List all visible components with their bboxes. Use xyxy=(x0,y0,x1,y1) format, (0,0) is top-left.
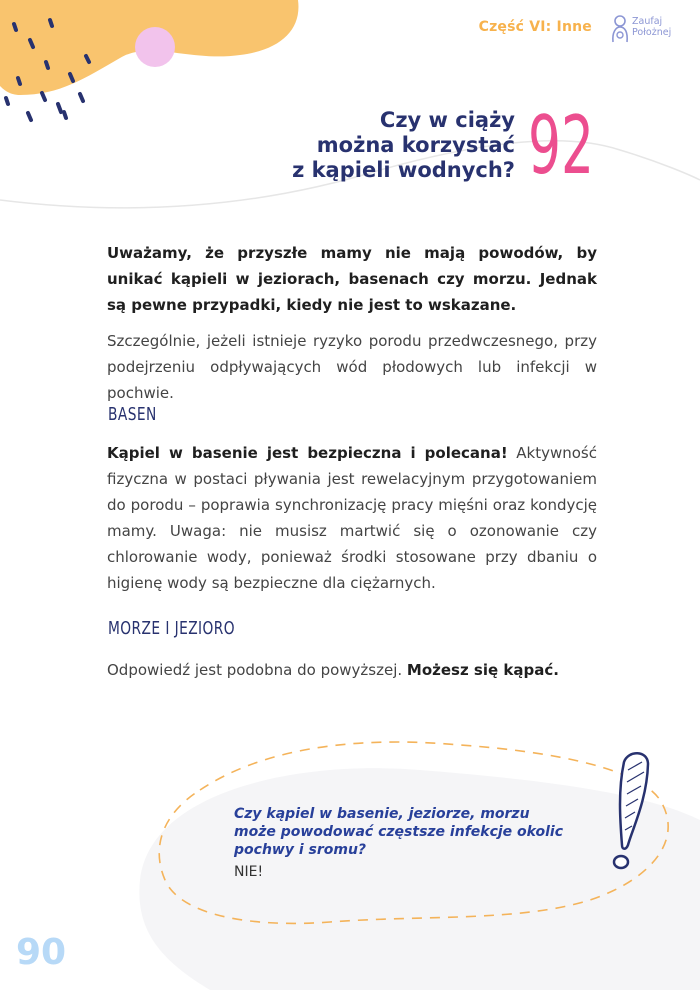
morze-bold: Możesz się kąpać. xyxy=(406,661,559,679)
page-title xyxy=(292,108,515,183)
question-number: 92 xyxy=(528,99,594,192)
logo-text xyxy=(632,16,671,38)
note-answer: NIE! xyxy=(234,864,264,880)
heading-morze: MORZE I JEZIORO xyxy=(108,618,236,639)
morze-text: Odpowiedź jest podobna do powyższej. xyxy=(107,661,407,679)
heading-basen: BASEN xyxy=(108,404,157,425)
brand-logo xyxy=(610,14,690,46)
lead-paragraph: Uważamy, że przyszłe mamy nie mają powodów, by unikać kąpieli w jeziorach, basenach czy morzu. Jednak są pewne przypadki, kiedy nie jest to wskazane. xyxy=(107,244,597,314)
note-blob xyxy=(139,768,700,990)
page-number: 90 xyxy=(16,932,67,973)
title-line-3: z kąpieli wodnych? xyxy=(292,158,515,182)
paragraph-basen xyxy=(107,440,597,596)
paragraph-1: Szczególnie, jeżeli istnieje ryzyko porodu przedwczesnego, przy podejrzeniu odpływających wód płodowych lub infekcji w pochwie. xyxy=(107,332,597,402)
note-question: Czy kąpiel w basenie, jeziorze, morzu może powodować częstsze infekcje okolic pochwy i sromu? xyxy=(234,806,563,858)
title-line-1: Czy w ciąży xyxy=(379,108,515,132)
midwife-logo-icon xyxy=(610,14,630,44)
title-line-2: można korzystać xyxy=(316,133,515,157)
basen-text: Aktywność fizyczna w postaci pływania jest rewelacyjnym przygotowaniem do porodu – poprawia synchronizację pracy mięśni oraz kondycję mamy. Uwaga: nie musisz martwić się o ozonowanie czy chlorowanie wody, ponieważ środki stosowane przy dbaniu o higienę wody są bezpieczne dla ciężarnych. xyxy=(107,444,597,592)
basen-bold: Kąpiel w basenie jest bezpieczna i polecana! xyxy=(107,444,508,462)
logo-line-1: Zaufaj xyxy=(632,16,663,27)
paragraph-morze xyxy=(107,657,597,683)
pink-circle xyxy=(135,27,175,67)
logo-line-2: Położnej xyxy=(632,27,672,38)
section-label: Część VI: Inne xyxy=(478,19,592,35)
